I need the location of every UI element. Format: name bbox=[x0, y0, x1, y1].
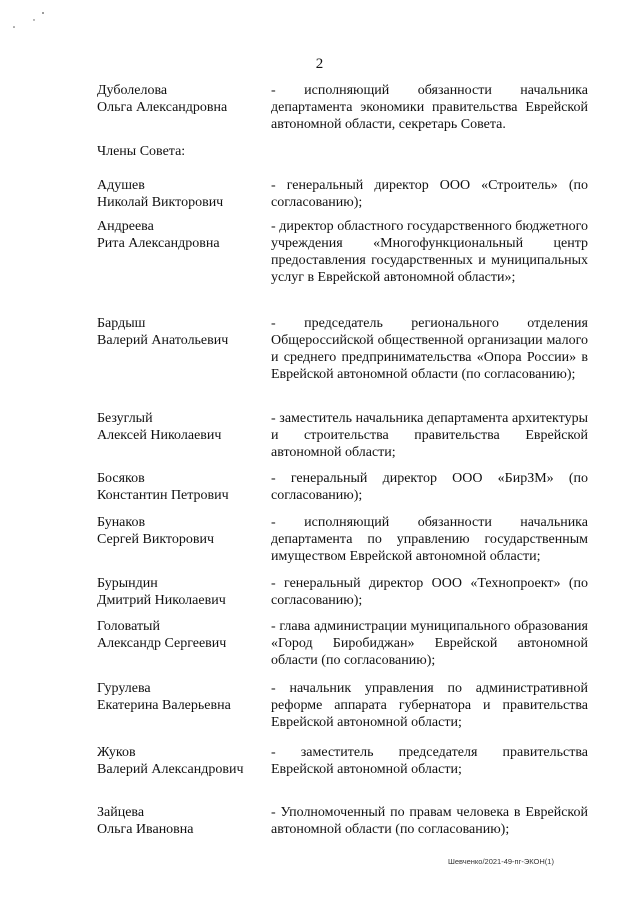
person-name: Босяков Константин Петрович bbox=[97, 471, 229, 503]
person-role: - генеральный директор ООО «Технопроект» (по согласованию); bbox=[271, 576, 588, 608]
person-name: Головатый Александр Сергеевич bbox=[97, 619, 227, 651]
person-name: Дуболелова Ольга Александровна bbox=[97, 83, 228, 115]
person-role: - директор областного государственного бюджетного учреждения «Многофункциональный центр предоставления государственных и муниципальных услуг в Еврейской автономной области»; bbox=[271, 219, 588, 285]
person-role: - заместитель начальника департамента архитектуры и строительства правительства Еврейской автономной области; bbox=[271, 411, 588, 460]
members-heading: Члены Совета: bbox=[97, 144, 186, 159]
person-role: - исполняющий обязанности начальника департамента экономики правительства Еврейской автономной области, секретарь Совета. bbox=[271, 83, 588, 132]
person-role: - Уполномоченный по правам человека в Еврейской автономной области (по согласованию); bbox=[271, 805, 588, 837]
scan-specks bbox=[0, 0, 639, 40]
person-role: - заместитель председателя правительства Еврейской автономной области; bbox=[271, 745, 588, 777]
person-name: Бунаков Сергей Викторович bbox=[97, 515, 215, 547]
person-role: - начальник управления по административной реформе аппарата губернатора и правительства Еврейской автономной области; bbox=[271, 681, 588, 730]
person-name: Гурулева Екатерина Валерьевна bbox=[97, 681, 231, 713]
person-role: - глава администрации муниципального образования «Город Биробиджан» Еврейской автономной области (по согласованию); bbox=[271, 619, 588, 668]
person-name: Зайцева Ольга Ивановна bbox=[97, 805, 194, 837]
person-name: Бардыш Валерий Анатольевич bbox=[97, 316, 229, 348]
person-name: Адушев Николай Викторович bbox=[97, 178, 224, 210]
person-role: - председатель регионального отделения Общероссийской общественной организации малого и среднего предпринимательства «Опора России» в Еврейской автономной области (по согласованию); bbox=[271, 316, 588, 382]
person-role: - исполняющий обязанности начальника департамента по управлению государственным имуществом Еврейской автономной области; bbox=[271, 515, 588, 564]
person-role: - генеральный директор ООО «Строитель» (по согласованию); bbox=[271, 178, 588, 210]
document-footer-code: Шевченко/2021-49-пг-ЭКОН(1) bbox=[448, 857, 554, 866]
person-name: Бурындин Дмитрий Николаевич bbox=[97, 576, 226, 608]
person-name: Андреева Рита Александровна bbox=[97, 219, 220, 251]
person-name: Жуков Валерий Александрович bbox=[97, 745, 244, 777]
person-name: Безуглый Алексей Николаевич bbox=[97, 411, 222, 443]
person-role: - генеральный директор ООО «БирЗМ» (по согласованию); bbox=[271, 471, 588, 503]
page-number: 2 bbox=[315, 56, 324, 72]
